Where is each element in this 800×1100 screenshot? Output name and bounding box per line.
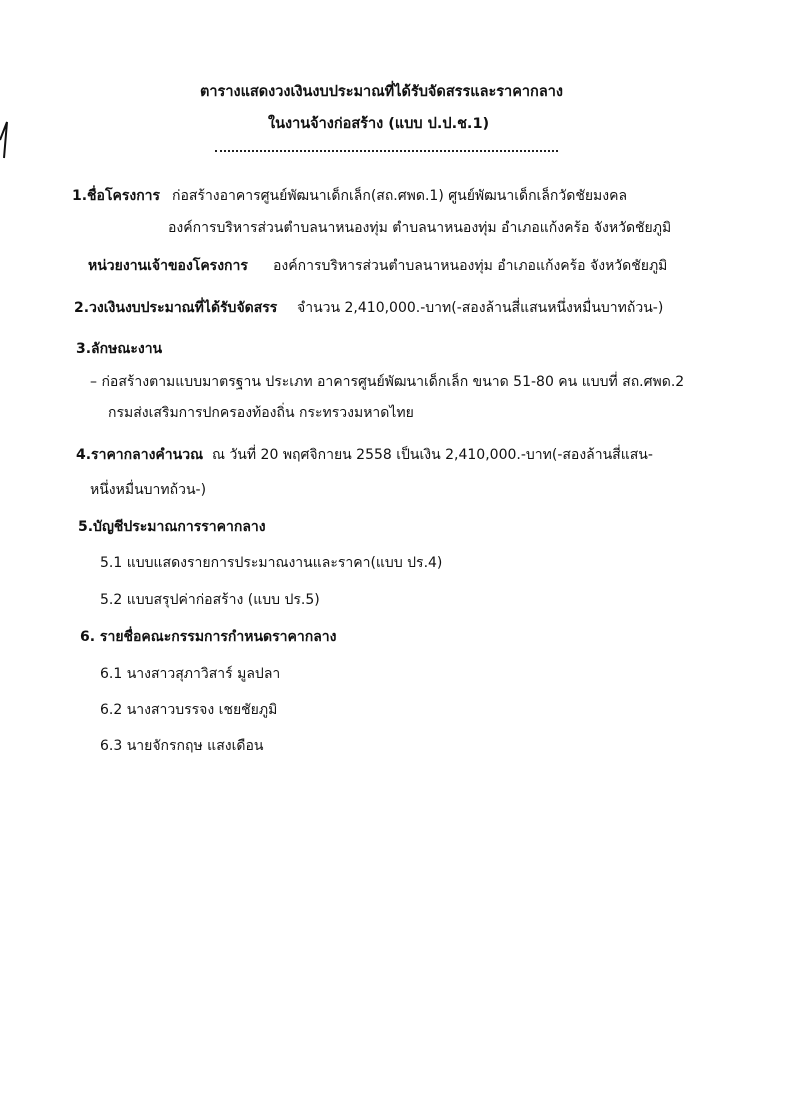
estimate-item: 5.1 แบบแสดงรายการประมาณงานและราคา(แบบ ปร.4)	[100, 555, 443, 571]
median-value-line-2: หนึ่งหมื่นบาทถ้วน-)	[90, 482, 207, 498]
committee-label: 6. รายชื่อคณะกรรมการกำหนดราคากลาง	[80, 629, 337, 645]
title-line-2: ในงานจ้างก่อสร้าง (แบบ ป.ป.ช.1)	[268, 116, 490, 132]
work-line-1: – ก่อสร้างตามแบบมาตรฐาน ประเภท อาคารศูนย์พัฒนาเด็กเล็ก ขนาด 51-80 คน แบบที่ สถ.ศพด.2	[90, 374, 685, 390]
committee-member: 6.3 นายจักรกฤษ แสงเดือน	[100, 738, 264, 754]
owner-label: หน่วยงานเจ้าของโครงการ	[88, 258, 248, 274]
estimate-label: 5.บัญชีประมาณการราคากลาง	[78, 519, 266, 535]
title-line-1: ตารางแสดงวงเงินงบประมาณที่ได้รับจัดสรรและราคากลาง	[200, 84, 563, 100]
scan-edge-mark	[0, 110, 10, 160]
project-name-line-1: ก่อสร้างอาคารศูนย์พัฒนาเด็กเล็ก(สถ.ศพด.1) ศูนย์พัฒนาเด็กเล็กวัดชัยมงคล	[172, 188, 628, 204]
committee-member: 6.2 นางสาวบรรจง เชยชัยภูมิ	[100, 702, 278, 718]
median-label: 4.ราคากลางคำนวณ	[76, 447, 204, 463]
work-line-2: กรมส่งเสริมการปกครองท้องถิ่น กระทรวงมหาดไทย	[108, 405, 414, 421]
budget-label: 2.วงเงินงบประมาณที่ได้รับจัดสรร	[74, 300, 278, 316]
owner-value: องค์การบริหารส่วนตำบลนาหนองทุ่ม อำเภอแก้งคร้อ จังหวัดชัยภูมิ	[273, 258, 668, 274]
work-label: 3.ลักษณะงาน	[76, 341, 163, 357]
median-value-line-1: ณ วันที่ 20 พฤศจิกายน 2558 เป็นเงิน 2,410,000.-บาท(-สองล้านสี่แสน-	[212, 447, 653, 463]
estimate-item: 5.2 แบบสรุปค่าก่อสร้าง (แบบ ปร.5)	[100, 592, 320, 608]
project-name-line-2: องค์การบริหารส่วนตำบลนาหนองทุ่ม ตำบลนาหนองทุ่ม อำเภอแก้งคร้อ จังหวัดชัยภูมิ	[168, 220, 672, 236]
project-label: 1.ชื่อโครงการ	[72, 188, 161, 204]
budget-value: จำนวน 2,410,000.-บาท(-สองล้านสี่แสนหนึ่งหมื่นบาทถ้วน-)	[297, 300, 664, 316]
dotted-separator	[215, 150, 558, 152]
committee-member: 6.1 นางสาวสุภาวิสาร์ มูลปลา	[100, 666, 281, 682]
